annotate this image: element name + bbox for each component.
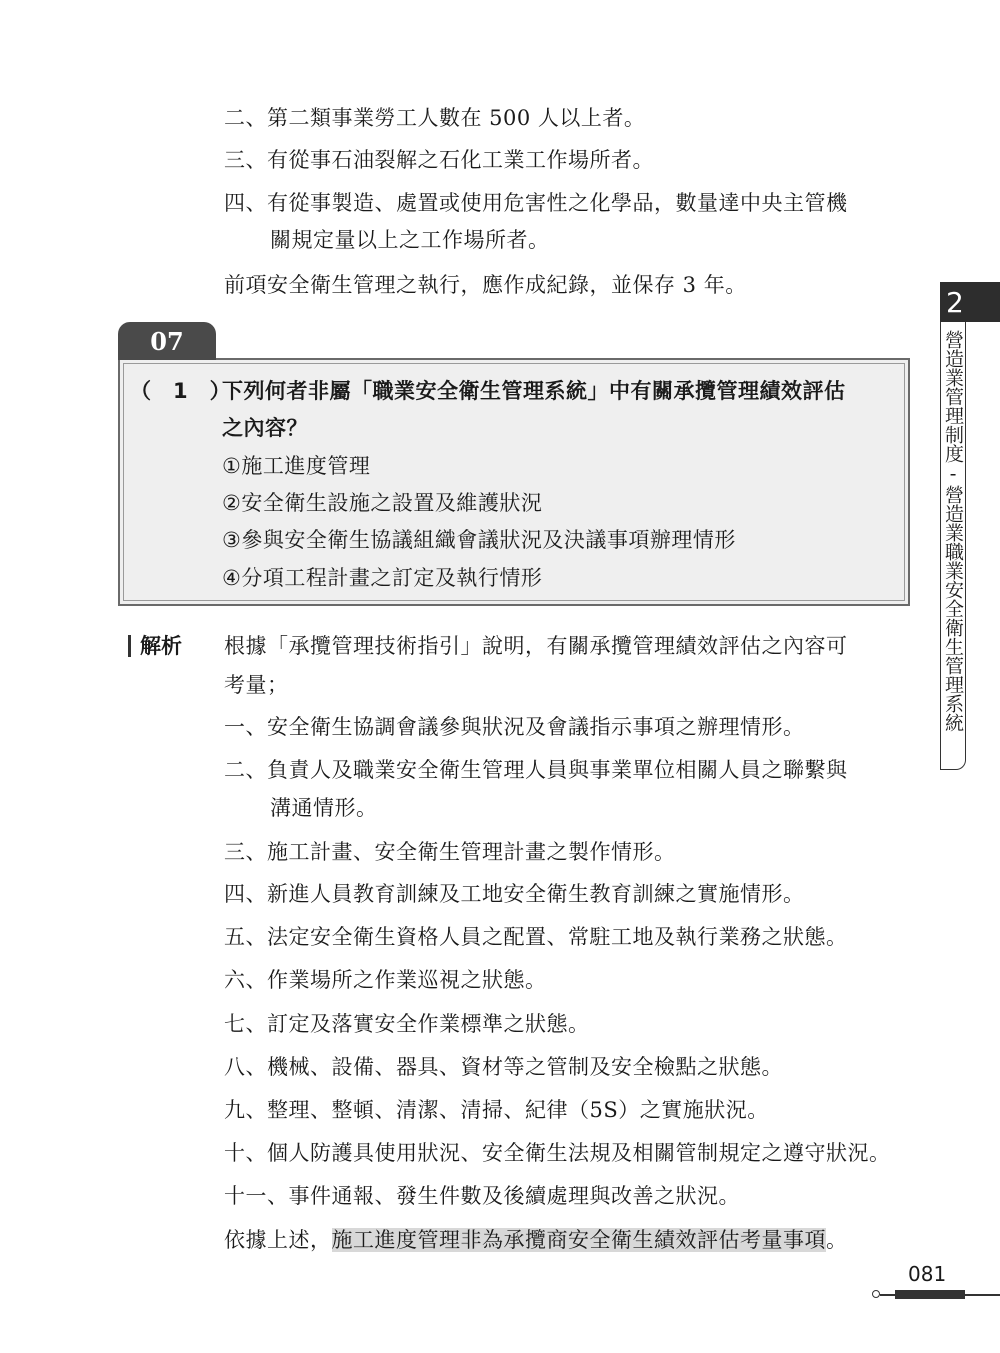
option-4: ④分項工程計畫之訂定及執行情形 <box>222 566 543 590</box>
conclusion-prefix: 依據上述， <box>224 1228 332 1252</box>
footer-dot-icon <box>872 1290 880 1298</box>
analysis-item-7: 七、訂定及落實安全作業標準之狀態。 <box>224 1012 590 1036</box>
option-1: ①施工進度管理 <box>222 454 371 478</box>
chapter-number-tab: 2 <box>940 282 1000 322</box>
analysis-item-3: 三、施工計畫、安全衛生管理計畫之製作情形。 <box>224 840 676 864</box>
analysis-item-2: 二、負責人及職業安全衛生管理人員與事業單位相關人員之聯繫與 <box>224 758 848 782</box>
analysis-lead-line1: 根據「承攬管理技術指引」說明，有關承攬管理績效評估之內容可 <box>224 634 848 658</box>
analysis-item-11: 十一、事件通報、發生件數及後續處理與改善之狀況。 <box>224 1184 740 1208</box>
analysis-item-10: 十、個人防護具使用狀況、安全衛生法規及相關管制規定之遵守狀況。 <box>224 1141 891 1165</box>
analysis-item-2-cont: 溝通情形。 <box>270 796 378 820</box>
analysis-item-4: 四、新進人員教育訓練及工地安全衛生教育訓練之實施情形。 <box>224 882 805 906</box>
question-stem-line1: 下列何者非屬「職業安全衛生管理系統」中有關承攬管理績效評估 <box>222 379 846 403</box>
analysis-conclusion <box>224 1227 848 1253</box>
analysis-lead-line2: 考量； <box>224 673 289 697</box>
analysis-item-6: 六、作業場所之作業巡視之狀態。 <box>224 968 547 992</box>
conclusion-highlight: 施工進度管理非為承攬商安全衛生績效評估考量事項 <box>331 1228 826 1252</box>
chapter-title-tab: 營造業管理制度-營造業職業安全衛生管理系統 <box>940 322 966 770</box>
intro-item-2: 二、第二類事業勞工人數在 500 人以上者。 <box>224 106 646 130</box>
intro-item-4-line2: 關規定量以上之工作場所者。 <box>270 228 550 252</box>
intro-item-4-line1: 四、有從事製造、處置或使用危害性之化學品，數量達中央主管機 <box>224 191 848 215</box>
question-stem-line2: 之內容？ <box>222 416 308 440</box>
option-3: ③參與安全衛生協議組織會議狀況及決議事項辦理情形 <box>222 528 736 552</box>
analysis-marker <box>128 635 131 657</box>
intro-item-3: 三、有從事石油裂解之石化工業工作場所者。 <box>224 148 654 172</box>
analysis-item-9: 九、整理、整頓、清潔、清掃、紀律（5S）之實施狀況。 <box>224 1098 769 1122</box>
question-answer: （ 1 ） <box>130 379 232 403</box>
footer-bar <box>895 1290 965 1299</box>
question-number-tab: 07 <box>118 322 216 360</box>
option-2: ②安全衛生設施之設置及維護狀況 <box>222 491 543 515</box>
analysis-label: 解析 <box>140 633 182 658</box>
analysis-item-1: 一、安全衛生協調會議參與狀況及會議指示事項之辦理情形。 <box>224 715 805 739</box>
analysis-item-8: 八、機械、設備、器具、資材等之管制及安全檢點之狀態。 <box>224 1055 783 1079</box>
intro-closing: 前項安全衛生管理之執行，應作成紀錄，並保存 3 年。 <box>224 273 747 297</box>
analysis-item-5: 五、法定安全衛生資格人員之配置、常駐工地及執行業務之狀態。 <box>224 925 848 949</box>
conclusion-suffix: 。 <box>826 1228 848 1252</box>
page-number: 081 <box>908 1262 947 1286</box>
